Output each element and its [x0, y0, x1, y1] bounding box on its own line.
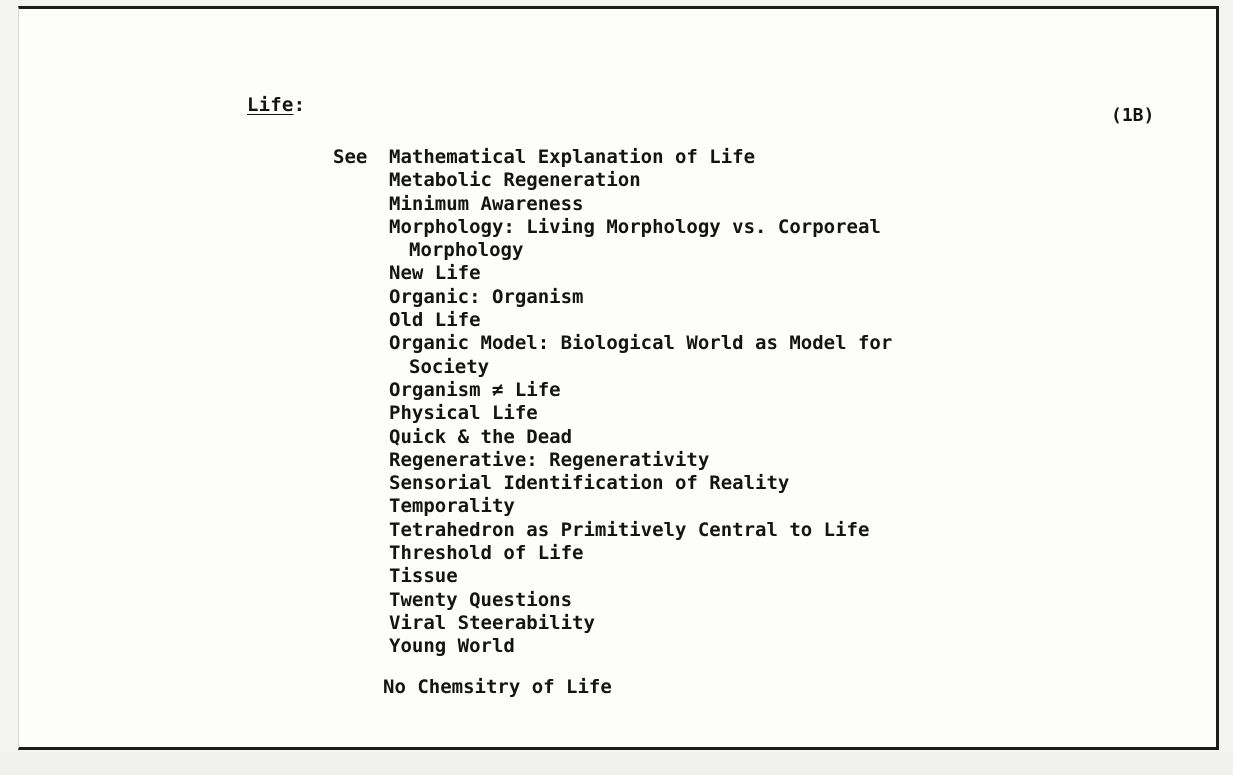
list-item: Metabolic Regeneration — [389, 169, 641, 192]
list-item: Threshold of Life — [389, 542, 584, 565]
list-item: Twenty Questions — [389, 588, 573, 611]
list-item-continuation: Society — [409, 355, 490, 378]
list-item: Old Life — [389, 309, 481, 332]
see-label: See — [333, 146, 368, 168]
list-item: Physical Life — [389, 402, 538, 425]
list-item: Sensorial Identification of Reality — [389, 472, 790, 495]
list-item: Organic: Organism — [389, 285, 584, 308]
list-item: Temporality — [389, 495, 515, 518]
final-entry: No Chemsitry of Life — [383, 676, 612, 698]
list-item-continuation: Morphology — [409, 239, 524, 262]
list-item: Minimum Awareness — [389, 192, 584, 215]
heading-word: Life — [247, 94, 294, 116]
list-item: Mathematical Explanation of Life — [389, 146, 756, 168]
page-number: (1B) — [1111, 105, 1155, 126]
card-heading — [247, 94, 305, 116]
list-item: Quick & the Dead — [389, 425, 573, 448]
list-item: Organic Model: Biological World as Model for Society — [389, 332, 893, 378]
list-item: Tetrahedron as Primitively Central to Life — [389, 518, 870, 541]
heading-colon: : — [293, 94, 306, 116]
index-card — [18, 6, 1219, 750]
list-item: Organism ≠ Life — [389, 378, 561, 401]
cross-reference-list — [389, 146, 892, 659]
list-item: Viral Steerability — [389, 611, 595, 634]
list-item: Morphology: Living Morphology vs. Corporeal Morphology — [389, 216, 892, 263]
list-item: Young World — [389, 635, 515, 658]
list-item: Tissue — [389, 565, 458, 588]
list-item: New Life — [389, 262, 481, 285]
card-bottom-margin — [0, 752, 1233, 775]
list-item: Regenerative: Regenerativity — [389, 448, 710, 471]
